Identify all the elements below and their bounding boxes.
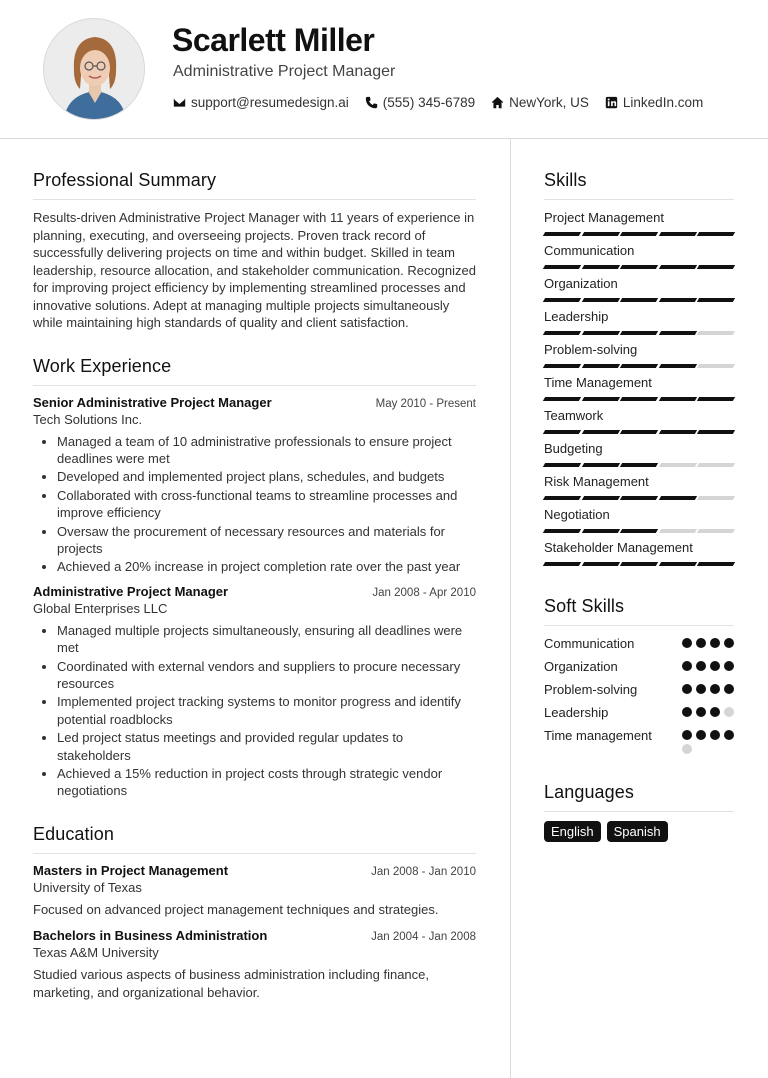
rating-dot [682,744,692,754]
skill-name: Teamwork [544,408,604,423]
soft-skill-rating [682,704,734,717]
soft-skill-item [544,704,734,721]
soft-skill-name: Problem-solving [544,682,638,697]
profile-photo [44,19,145,120]
soft-skills-list [544,635,734,754]
skill-level-bar [544,562,734,567]
skill-item [544,242,734,270]
rating-dot [724,684,734,694]
contact-location-text: NewYork, US [509,95,589,110]
skill-item [544,506,734,534]
skill-level-bar [544,529,734,534]
skill-level-segment [659,463,697,467]
job-title: Administrative Project Manager [33,583,229,599]
skill-level-segment [697,397,735,401]
job-bullet: • Coordinated with external vendors and suppliers to procure necessary resources [57,658,476,693]
skill-level-segment [581,529,619,533]
contact-linkedin[interactable] [605,95,703,110]
home-icon [491,96,504,109]
skill-level-segment [659,232,697,236]
skill-name: Negotiation [544,507,610,522]
job-entry [33,584,476,800]
skill-level-segment [581,232,619,236]
skill-name: Risk Management [544,474,649,489]
skill-item [544,539,734,567]
job-entry [33,395,476,576]
rating-dot [710,730,720,740]
rating-dot [710,638,720,648]
candidate-role: Administrative Project Manager [173,63,396,80]
contact-linkedin-text: LinkedIn.com [622,95,704,110]
skill-level-segment [581,562,619,566]
column-divider [510,139,511,1078]
rating-dot [724,661,734,671]
degree-title: Masters in Project Management [33,862,229,878]
skill-name: Problem-solving [544,342,638,357]
job-company: Global Enterprises LLC [33,600,168,616]
soft-skill-rating [682,727,734,754]
skills-list [544,209,734,567]
main-column [33,170,476,1011]
skill-item [544,341,734,369]
skill-level-segment [620,463,658,467]
job-bullet: • Led project status meetings and provided regular updates to stakeholders [57,729,476,764]
education-heading: Education [33,824,476,854]
skill-level-segment [581,463,619,467]
rating-dot [696,638,706,648]
skill-level-segment [697,529,735,533]
phone-icon [365,96,378,109]
resume-header [0,0,768,139]
soft-skill-rating [682,658,734,671]
skill-level-bar [544,232,734,237]
skill-level-bar [544,463,734,468]
skill-level-segment [543,496,581,500]
rating-dot [724,707,734,717]
skill-level-segment [543,430,581,434]
job-date: May 2010 - Present [375,397,476,410]
summary-text: Results-driven Administrative Project Manager with 11 years of experience in planning, executing, and overseeing projects. Proven track record of successfully delivering projects on time and within budget. Skilled in team leadership, resource allocation, and stakeholder communication. Recognized for improving project efficiency by implementing streamlined processes and innovative solutions. Adept at managing multiple projects simultaneously while maintaining high standards of quality and client satisfaction. [33,210,476,330]
job-bullet: • Implemented project tracking systems to monitor progress and identify potential roadblocks [57,693,476,728]
skill-level-segment [697,364,735,368]
job-bullet: • Achieved a 15% reduction in project costs through strategic vendor negotiations [57,765,476,800]
skill-level-bar [544,430,734,435]
job-title: Senior Administrative Project Manager [33,394,272,410]
skill-level-segment [620,496,658,500]
skill-item [544,407,734,435]
skill-name: Leadership [544,309,609,324]
rating-dot [724,638,734,648]
skill-level-segment [620,397,658,401]
skill-level-segment [620,298,658,302]
skill-level-segment [543,562,581,566]
education-description: Studied various aspects of business administration including finance, marketing, and organizational behavior. [33,967,430,1000]
job-bullet: • Developed and implemented project plans, schedules, and budgets [57,468,476,485]
soft-skill-rating [682,681,734,694]
skill-item [544,308,734,336]
skill-level-segment [697,463,735,467]
skill-level-segment [581,265,619,269]
rating-dot [682,638,692,648]
skill-name: Organization [544,276,618,291]
skill-level-segment [697,298,735,302]
experience-heading: Work Experience [33,356,476,386]
skills-heading: Skills [544,170,734,200]
soft-skill-name: Organization [544,659,618,674]
sidebar-column [544,170,734,842]
skill-level-segment [659,364,697,368]
skill-level-bar [544,265,734,270]
soft-skill-item [544,635,734,652]
skill-level-segment [543,364,581,368]
soft-skills-heading: Soft Skills [544,596,734,626]
job-bullets [33,622,476,800]
education-date: Jan 2008 - Jan 2010 [371,865,476,878]
language-tag: Spanish [607,821,668,842]
skill-level-segment [581,496,619,500]
job-bullet: • Achieved a 20% increase in project completion rate over the past year [57,558,476,575]
skill-level-segment [581,298,619,302]
skill-level-segment [659,562,697,566]
skill-level-segment [543,298,581,302]
skill-level-segment [659,298,697,302]
soft-skill-name: Time management [544,728,652,743]
skill-level-segment [697,232,735,236]
job-date: Jan 2008 - Apr 2010 [372,586,476,599]
degree-title: Bachelors in Business Administration [33,928,268,944]
skill-level-segment [620,265,658,269]
skill-name: Budgeting [544,441,603,456]
skill-item [544,275,734,303]
education-description: Focused on advanced project management techniques and strategies. [33,901,439,917]
languages-heading: Languages [544,782,734,812]
skill-level-segment [659,430,697,434]
job-bullet: • Oversaw the procurement of necessary resources and materials for projects [57,523,476,558]
skill-level-segment [697,562,735,566]
rating-dot [696,684,706,694]
rating-dot [710,707,720,717]
skill-name: Project Management [544,210,664,225]
skill-level-segment [659,496,697,500]
languages-list [544,821,734,842]
contact-email-text: support@resumedesign.ai [191,95,349,110]
linkedin-icon [605,96,618,109]
skill-level-bar [544,298,734,303]
skill-item [544,440,734,468]
skill-level-bar [544,331,734,336]
summary-heading: Professional Summary [33,170,476,200]
skill-item [544,473,734,501]
soft-skill-item [544,658,734,675]
skill-level-segment [659,529,697,533]
skill-level-segment [581,430,619,434]
skill-level-segment [697,331,735,335]
rating-dot [696,661,706,671]
school-name: University of Texas [33,879,142,895]
candidate-name: Scarlett Miller [172,22,375,58]
skill-name: Communication [544,243,635,258]
soft-skill-rating [682,635,734,648]
skill-level-segment [543,232,581,236]
soft-skill-name: Communication [544,636,635,651]
skill-level-segment [659,397,697,401]
skill-level-bar [544,397,734,402]
skill-level-segment [697,265,735,269]
skill-level-segment [543,397,581,401]
skill-level-segment [581,364,619,368]
skill-level-segment [620,430,658,434]
rating-dot [696,707,706,717]
rating-dot [682,684,692,694]
envelope-icon [173,96,186,109]
rating-dot [682,661,692,671]
skill-level-segment [543,265,581,269]
skill-item [544,209,734,237]
skill-level-segment [543,331,581,335]
skill-item [544,374,734,402]
language-tag: English [544,821,601,842]
education-entry [33,863,476,919]
avatar [43,18,145,120]
skill-name: Stakeholder Management [544,540,693,555]
contact-phone-text: (555) 345-6789 [382,95,476,110]
rating-dot [724,730,734,740]
contact-email[interactable] [173,95,349,110]
rating-dot [682,730,692,740]
school-name: Texas A&M University [33,945,159,961]
skill-level-segment [620,529,658,533]
contact-location [491,95,589,110]
rating-dot [696,730,706,740]
skill-level-segment [697,430,735,434]
skill-level-segment [620,364,658,368]
skill-level-segment [620,331,658,335]
job-company: Tech Solutions Inc. [33,411,143,427]
contact-bar [173,95,703,110]
soft-skill-name: Leadership [544,705,609,720]
job-bullets [33,433,476,576]
contact-phone[interactable] [365,95,475,110]
rating-dot [682,707,692,717]
skill-level-segment [543,529,581,533]
skill-level-bar [544,364,734,369]
skill-level-segment [543,463,581,467]
skill-level-segment [620,562,658,566]
education-entry [33,928,476,1001]
soft-skill-item [544,681,734,698]
skill-level-segment [581,331,619,335]
skill-name: Time Management [544,375,652,390]
rating-dot [710,684,720,694]
skill-level-bar [544,496,734,501]
skill-level-segment [659,265,697,269]
education-date: Jan 2004 - Jan 2008 [371,931,476,944]
rating-dot [710,661,720,671]
skill-level-segment [697,496,735,500]
job-bullet: • Managed multiple projects simultaneously, ensuring all deadlines were met [57,622,476,657]
job-bullet: • Managed a team of 10 administrative professionals to ensure project deadlines were met [57,433,476,468]
soft-skill-item [544,727,734,754]
job-bullet: • Collaborated with cross-functional teams to streamline processes and improve efficiency [57,487,476,522]
skill-level-segment [581,397,619,401]
skill-level-segment [659,331,697,335]
skill-level-segment [620,232,658,236]
